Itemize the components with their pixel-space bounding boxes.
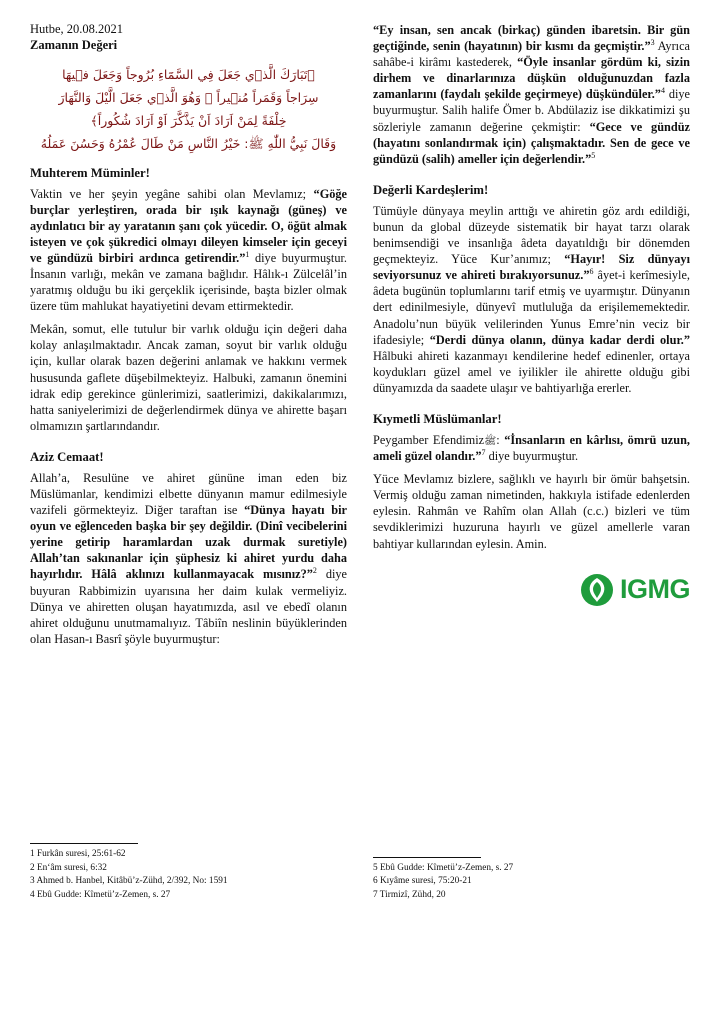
footnote-ref-7: 7 bbox=[481, 447, 486, 457]
paragraph-1-part-c: diye buyurmuştur. İnsanın varlığı, mekân ve zamana bağlıdır. Hâlık-ı Zülcelâl’in yaratmış olduğu bu iki gerçeklik içerisinde, başta bizler olmak üzere tüm mahlukat hayatiyetini devam ettirmektedir. bbox=[30, 250, 347, 314]
khutbah-date: Hutbe, 20.08.2021 bbox=[30, 22, 124, 36]
footnote-ref-4: 4 bbox=[660, 86, 665, 96]
section-heading-kiymetli-muslumanlar: Kıymetli Müslümanlar! bbox=[373, 411, 502, 426]
quote-omer-abdulaziz: “Gece ve gündüz (hayatını sonlandırmak için) çalışmaktadır. Sen de gece ve gündüzü (salih) ameller için değerlendir.” bbox=[373, 119, 691, 166]
arabic-line-1: ﴿تَبَارَكَ الَّذ۪ي جَعَلَ فِي السَّمَٓاءِ بُرُوجاً وَجَعَلَ ف۪يهَا bbox=[62, 67, 315, 82]
footnote-item: 4 Ebû Gudde: Kîmetü’z-Zemen, s. 27 bbox=[30, 889, 171, 900]
footnote-ref-6: 6 bbox=[589, 267, 594, 277]
peace-be-upon-him-seal-icon: ﷺ bbox=[484, 435, 497, 447]
section-heading-degerli-kardeslerim: Değerli Kardeşlerim! bbox=[373, 182, 489, 197]
paragraph-6 bbox=[373, 432, 690, 464]
footnote-ref-1: 1 bbox=[245, 249, 250, 259]
paragraph-4-part-d: diye buyurmuştur. Salih halife Ömer b. Abdülaziz ise dikkatimizi şu sözleriyle zamanın değerine çekmiştir: bbox=[373, 87, 690, 134]
footnote-divider bbox=[30, 843, 138, 844]
paragraph-1-part-a: Vaktin ve her şeyin yegâne sahibi olan Mevlamız; bbox=[30, 186, 307, 201]
paragraph-3 bbox=[30, 470, 347, 647]
footnote-ref-5: 5 bbox=[591, 150, 596, 160]
section-heading-muhterem-muminler: Muhterem Müminler! bbox=[30, 165, 150, 180]
footnote-item: 5 Ebû Gudde: Kîmetü’z-Zemen, s. 27 bbox=[373, 862, 514, 873]
footnote-item: 7 Tirmizî, Zühd, 20 bbox=[373, 889, 446, 900]
khutbah-title: Zamanın Değeri bbox=[30, 38, 118, 52]
two-column-layout bbox=[30, 22, 694, 902]
paragraph-1 bbox=[30, 186, 347, 315]
arabic-hadith-line: وَقَالَ نَبِيُّ اللّٰهِ ﷺ: خَيْرُ النَّاسِ مَنْ طَالَ عُمْرُهُ وَحَسُنَ عَمَلُهُ bbox=[40, 136, 337, 152]
paragraph-5-part-c: âyet-i kerîmesiyle, âdeta bugünün toplumlarını tarif etmiş ve uyarmıştır. Dünyanın dert edinilmesiyle, dünyevî mutluluğa da erişilememektedir. Anadolu’nun büyük velilerinden Yunus Emre’nin veciz bir ifadesiyle; bbox=[373, 268, 690, 347]
footnote-ref-3: 3 bbox=[650, 38, 655, 47]
right-column-spacer bbox=[373, 613, 690, 853]
quote-hasan-basri: “Ey insan, sen ancak (birkaç) günden ibaretsin. Bir gün geçtiğinde, senin (hayatının) bir kısmı da geçmiştir.” bbox=[373, 23, 690, 54]
right-column bbox=[373, 22, 690, 902]
paragraph-5 bbox=[373, 203, 690, 396]
paragraph-3-part-c: diye buyuran Rabbimizin uyarısına her daim kulak vermeliyiz. Dünya ve ahiretten oluşan hayatımızda, asıl ve ebedî olanın ahiret olduğunu unutmamalıyız. Tâbiîn neslinin büyüklerinden olan Hasan-ı Basrî şöyle buyurmuştur: bbox=[30, 567, 347, 646]
quote-sahabe: “Öyle insanlar gördüm ki, sizin dirhem ve dinarlarınıza düşkün olduğunuzdan fazla zamanlarını (faydalı şekilde geçirmeye) düşkündüler.” bbox=[373, 55, 690, 102]
paragraph-7: Yüce Mevlamız bizlere, sağlıklı ve hayırlı bir ömür bahşetsin. Vermiş olduğu zaman nimetinden, hakkıyla istifade edenlerden eylesin. Rahmân ve Rahîm olan Allah (c.c.) bizleri ve tüm sevdiklerimizi huzuruna hayırlı ve güzel amellerle varan bahtiyar kullarından eylesin. Amin. bbox=[373, 472, 690, 551]
quote-hadith: “İnsanların en kârlısı, ömrü uzun, ameli güzel olandır.” bbox=[373, 432, 690, 464]
paragraph-2: Mekân, somut, elle tutulur bir varlık olduğu için değeri daha kolay anlaşılmaktadır. Ancak zaman, soyut bir varlık olduğu için, kullar olarak bazen değerini anlamak ve hakkını vermek hususunda gaflete düşebilmekteyiz. Halbuki, zamanın önemini idrak edip gerekince günlerimizi, saatlerimizi, dakikalarımızı, hatta saniyelerimizi de değerlendirmek dünya ve ahirette başarı olmamızın şartlarındandır. bbox=[30, 322, 347, 433]
igmg-logo-text: IGMG bbox=[620, 574, 690, 605]
paragraph-6-part-d: diye buyurmuştur. bbox=[485, 449, 579, 464]
footnote-item: 6 Kıyâme suresi, 75:20-21 bbox=[373, 876, 472, 887]
arabic-quran-block bbox=[30, 63, 347, 156]
left-footnotes bbox=[30, 839, 347, 902]
paragraph-3-part-a: Allah’a, Resulüne ve ahiret gününe iman eden biz Müslümanlar, kendimizi elbette dünyanın mamur edilmesiyle vazifeli görmekteyiz. Diğer taraftan ise bbox=[30, 470, 347, 518]
quote-yunus-emre: “Derdi dünya olanın, dünya kadar derdi olur.” bbox=[429, 332, 690, 347]
igmg-logo bbox=[373, 573, 690, 607]
paragraph-5-part-e: Hâlbuki ahireti kazanmayı kendilerine hedef edinenler, ortaya koydukları güzel amel ve iyilikler ile ahirette olduğu gibi dünyamızda da saadete ulaşır ve bahtiyarlığa ererler. bbox=[373, 348, 690, 395]
paragraph-5-part-a: Tümüyle dünyaya meylin arttığı ve ahiretin göz ardı edildiği, bunun da global düzeyde sistematik bir hayat tarzı olarak benimsendiği ve insanlığa âdeta dayatıldığı bir dönemden geçmekteyiz. Yüce Kur’anımız; bbox=[373, 203, 690, 267]
paragraph-6-part-a: Peygamber Efendimiz bbox=[373, 432, 485, 447]
paragraph-4 bbox=[373, 22, 690, 167]
footnote-item: 2 En‘âm suresi, 6:32 bbox=[30, 862, 107, 873]
arabic-line-2: سِرَاجاً وَقَمَراً مُن۪يراً ۞ وَهُوَ الَّذ۪ي جَعَلَ الَّيْلَ وَالنَّهَارَ bbox=[58, 90, 319, 106]
paragraph-4-part-b: Ayrıca sahâbe-i kirâmı kastederek, bbox=[373, 39, 690, 70]
section-heading-aziz-cemaat: Aziz Cemaat! bbox=[30, 449, 104, 464]
footnote-divider bbox=[373, 857, 481, 858]
quote-quran-1: “Göğe burçlar yerleştiren, orada bir ışık kaynağı (güneş) ve aydınlatıcı bir ay yaratanın şanı çok yücedir. O, öğüt almak isteyen ve çok şükredici olmayı dileyen kimseler için geceyi ve gündüzü birbiri ardınca getirendir.” bbox=[30, 186, 348, 265]
left-column bbox=[30, 22, 347, 902]
footnote-ref-2: 2 bbox=[312, 566, 317, 576]
right-footnotes bbox=[373, 853, 690, 902]
footnote-item: 3 Ahmed b. Hanbel, Kitâbü’z-Zühd, 2/392, No: 1591 bbox=[30, 876, 228, 887]
quote-quran-2: “Dünya hayatı bir oyun ve eğlenceden başka bir şey değildir. (Dinî vecibelerini yerine getirip haramlardan uzak durmak suretiyle) Allah’tan sakınanlar için şüphesiz ki ahiret yurdu daha hayırlıdır. Hâlâ aklınızı kullanmayacak mısınız?” bbox=[30, 503, 347, 582]
left-column-spacer bbox=[30, 654, 347, 839]
igmg-emblem-icon bbox=[580, 573, 614, 607]
paragraph-6-colon: : bbox=[496, 432, 505, 447]
quote-quran-3: “Hayır! Siz dünyayı seviyorsunuz ve ahireti bırakıyorsunuz.” bbox=[373, 252, 690, 283]
arabic-line-3: خِلْفَةً لِمَنْ اَرَادَ اَنْ يَذَّكَّرَ اَوْ اَرَادَ شُكُوراً﴾ bbox=[90, 113, 287, 129]
footnote-item: 1 Furkân suresi, 25:61-62 bbox=[30, 849, 126, 860]
